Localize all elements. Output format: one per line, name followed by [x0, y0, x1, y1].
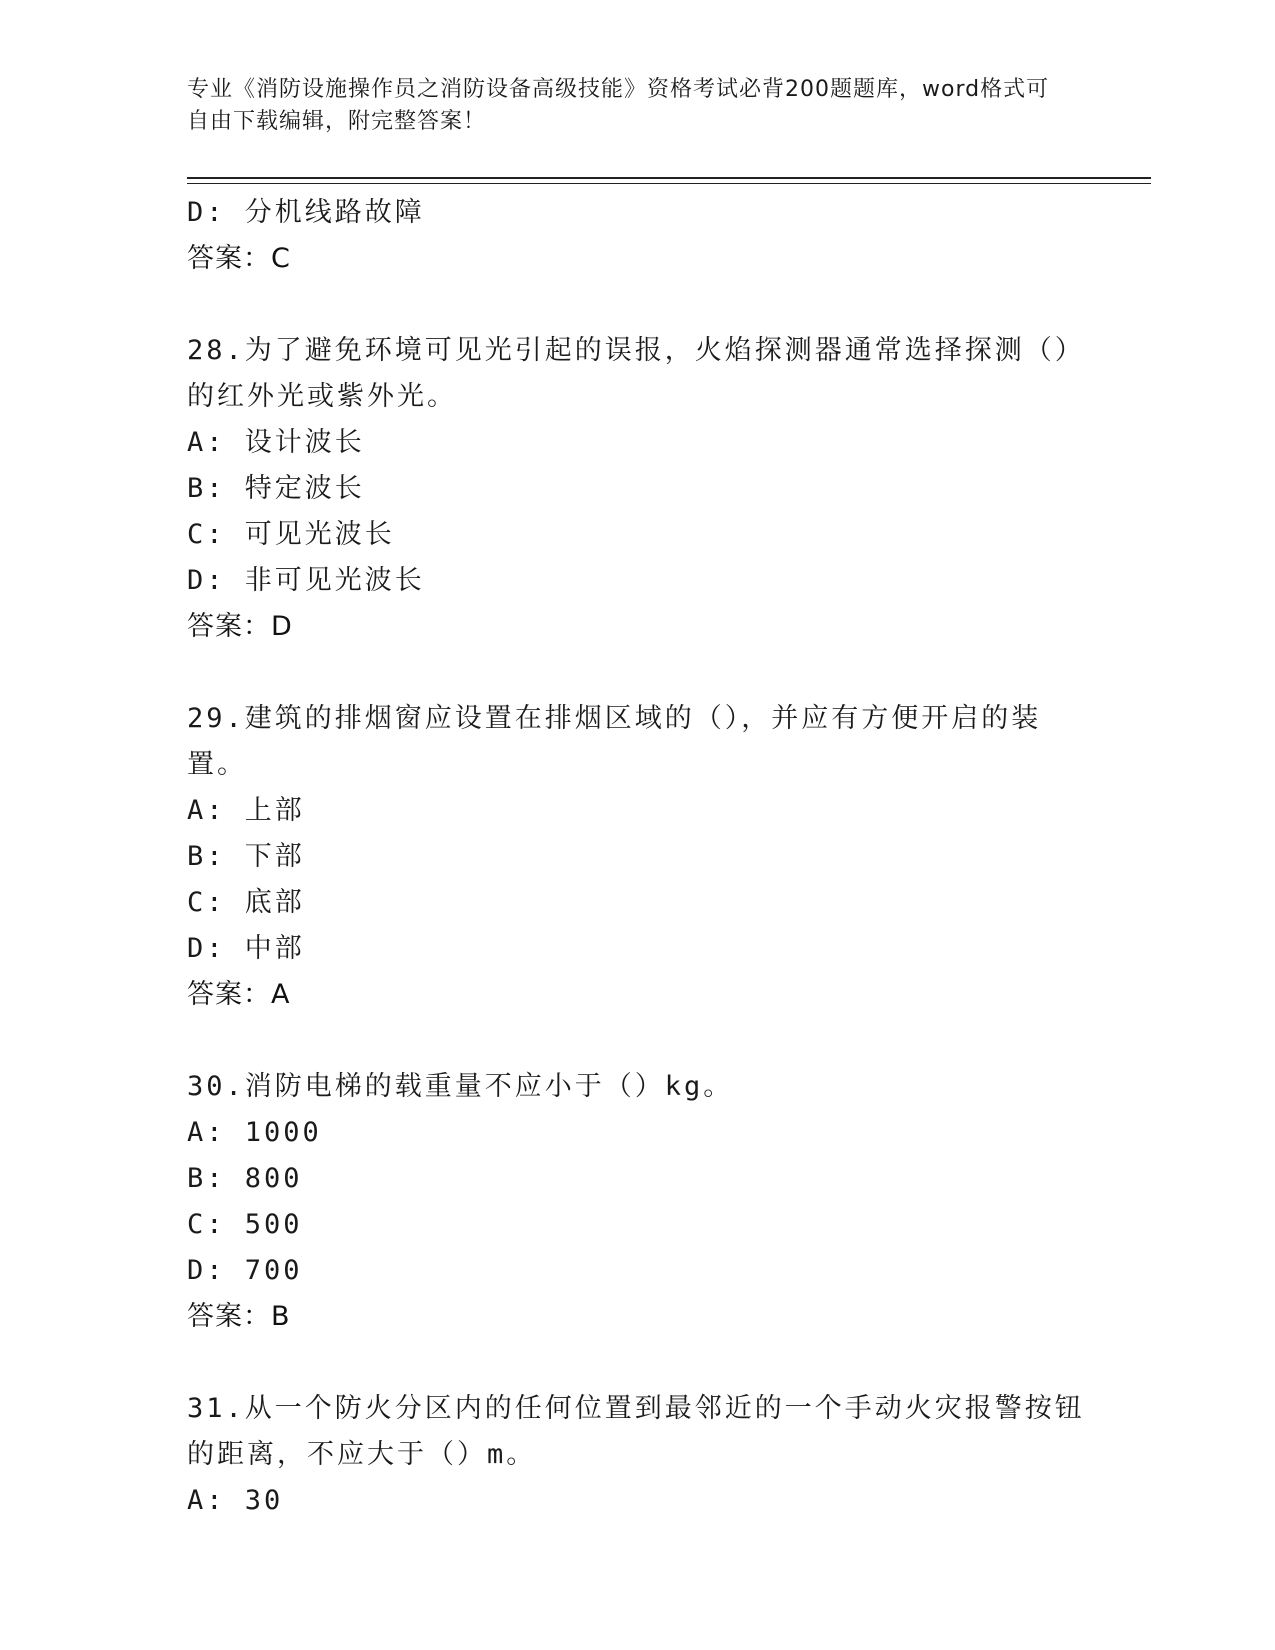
header-rule-thin: [187, 183, 1151, 184]
prev-answer: 答案：C: [187, 243, 291, 274]
question-list: [187, 190, 1087, 1524]
question-stem: 29.建筑的排烟窗应设置在排烟区域的（），并应有方便开启的装置。: [187, 703, 1042, 780]
option-c: C: 500: [187, 1209, 303, 1240]
option-b: B: 特定波长: [187, 473, 365, 504]
option-d: D: 中部: [187, 933, 305, 964]
answer: 答案：D: [187, 611, 293, 642]
prev-option-d: D: 分机线路故障: [187, 197, 425, 228]
question-stem: 31.从一个防火分区内的任何位置到最邻近的一个手动火灾报警按钮的距离，不应大于（）m。: [187, 1393, 1085, 1470]
option-b: B: 800: [187, 1163, 303, 1194]
question-28: [187, 328, 1087, 650]
option-a: A: 1000: [187, 1117, 322, 1148]
question-stem: 30.消防电梯的载重量不应小于（）kg。: [187, 1071, 734, 1102]
option-c: C: 底部: [187, 887, 305, 918]
option-c: C: 可见光波长: [187, 519, 395, 550]
question-30: [187, 1064, 1087, 1340]
header-rule-thick: [187, 177, 1151, 179]
question-29: [187, 696, 1087, 1018]
option-d: D: 700: [187, 1255, 303, 1286]
document-header: 专业《消防设施操作员之消防设备高级技能》资格考试必背200题题库，word格式可自由下载编辑，附完整答案！: [187, 77, 1050, 134]
question-31: [187, 1386, 1087, 1524]
option-a: A: 30: [187, 1485, 284, 1516]
question-stem: 28.为了避免环境可见光引起的误报，火焰探测器通常选择探测（）的红外光或紫外光。: [187, 335, 1085, 412]
option-a: A: 上部: [187, 795, 305, 826]
option-d: D: 非可见光波长: [187, 565, 425, 596]
option-a: A: 设计波长: [187, 427, 365, 458]
option-b: B: 下部: [187, 841, 305, 872]
answer: 答案：A: [187, 979, 291, 1010]
answer: 答案：B: [187, 1301, 291, 1332]
